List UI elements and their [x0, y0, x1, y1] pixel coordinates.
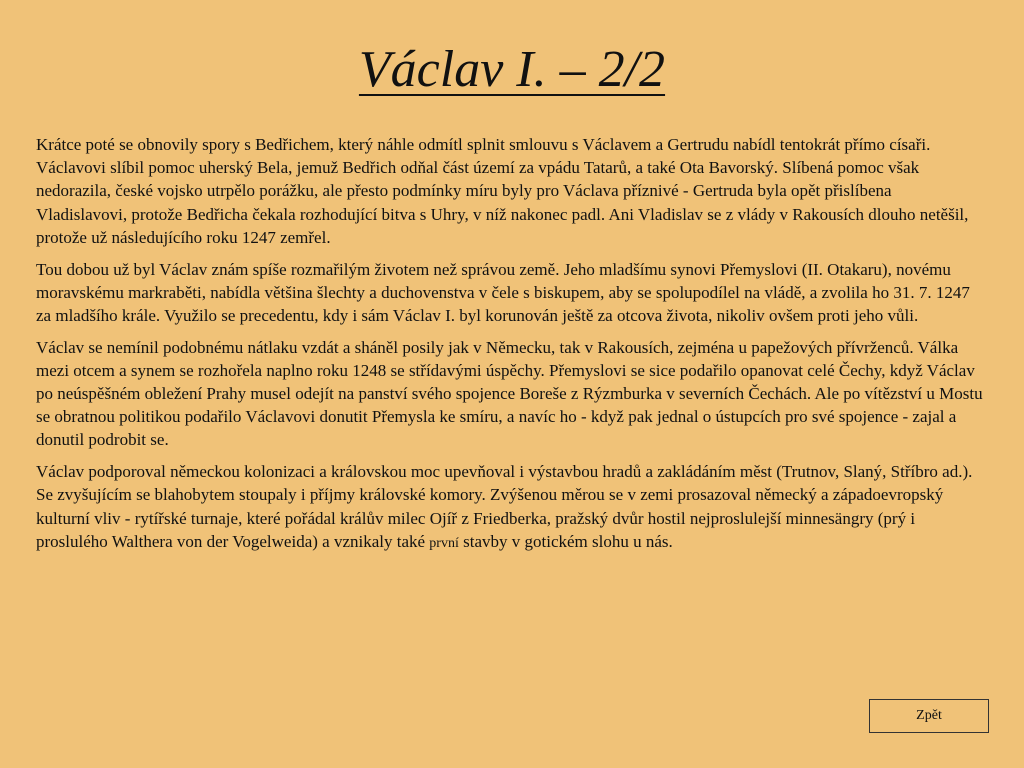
- article-body: [36, 133, 986, 563]
- paragraph-4-main: Václav podporoval německou kolonizaci a královskou moc upevňoval i výstavbou hradů a zakládáním měst (Trutnov, Slaný, Stříbro ad.). Se zvyšujícím se blahobytem stoupaly i příjmy královské komory. Zvýšenou měrou se v zemi prosazoval německý a západoevropský kulturní vliv - rytířské turnaje, které pořádal králův milec Ojíř z Friedberka, pražský dvůr hostil nejproslulejší minnesängry (prý i proslulého Walthera von der Vogelweida) a vznikaly také: [36, 462, 973, 551]
- paragraph-4-end: stavby v gotickém slohu u nás.: [463, 531, 673, 551]
- back-button[interactable]: [869, 699, 989, 733]
- paragraph-2: Tou dobou už byl Václav znám spíše rozmařilým životem než správou země. Jeho mladšímu synovi Přemyslovi (II. Otakaru), novému moravskému markraběti, nabídla většina šlechty a duchovenstva v čele s biskupem, aby se spolupodílel na vládě, a zvolila ho 31. 7. 1247 za mladšího krále. Využilo se precedentu, kdy i sám Václav I. byl korunován ještě za otcova života, nikoliv ovšem proti jeho vůli.: [36, 259, 970, 325]
- paragraph-3: Václav se nemínil podobnému nátlaku vzdát a sháněl posily jak v Německu, tak v Rakousích, zejména u papežových přívrženců. Válka mezi otcem a synem se rozhořela naplno roku 1248 se střídavými úspěchy. Přemyslovi se sice podařilo opanovat celé Čechy, když Václav po neúspěšném obležení Prahy musel odejít na panství svého spojence Boreše z Rýzmburka v severních Čechách. Ale po vítězství u Mostu se obratnou politikou podařilo Václavovi donutit Přemysla ke smíru, a navíc ho - když pak jednal o ústupcích pro své spojence - zajal a donutil podrobit se.: [36, 337, 983, 450]
- paragraph-4-small-word: první: [429, 535, 459, 551]
- page-title-text: Václav I. – 2/2: [358, 41, 666, 98]
- paragraph-4: [36, 460, 986, 555]
- paragraph-1: Krátce poté se obnovily spory s Bedřichem, který náhle odmítl splnit smlouvu s Václavem a Gertrudu nabídl tentokrát přímo císaři. Václavovi slíbil pomoc uherský Bela, jemuž Bedřich odňal část území za vpádu Tatarů, a také Ota Bavorský. Slíbená pomoc však nedorazila, české vojsko utrpělo porážku, ale přesto podmínky míru byly pro Václava příznivé - Gertruda byla opět přislíbena Vladislavovi, protože Bedřicha čekala rozhodující bitva s Uhry, v níž nakonec padl. Ani Vladislav se z vlády v Rakousích dlouho netěšil, protože už následujícího roku 1247 zemřel.: [36, 135, 969, 247]
- back-button-label: Zpět: [916, 708, 942, 723]
- page-title: [0, 40, 1024, 100]
